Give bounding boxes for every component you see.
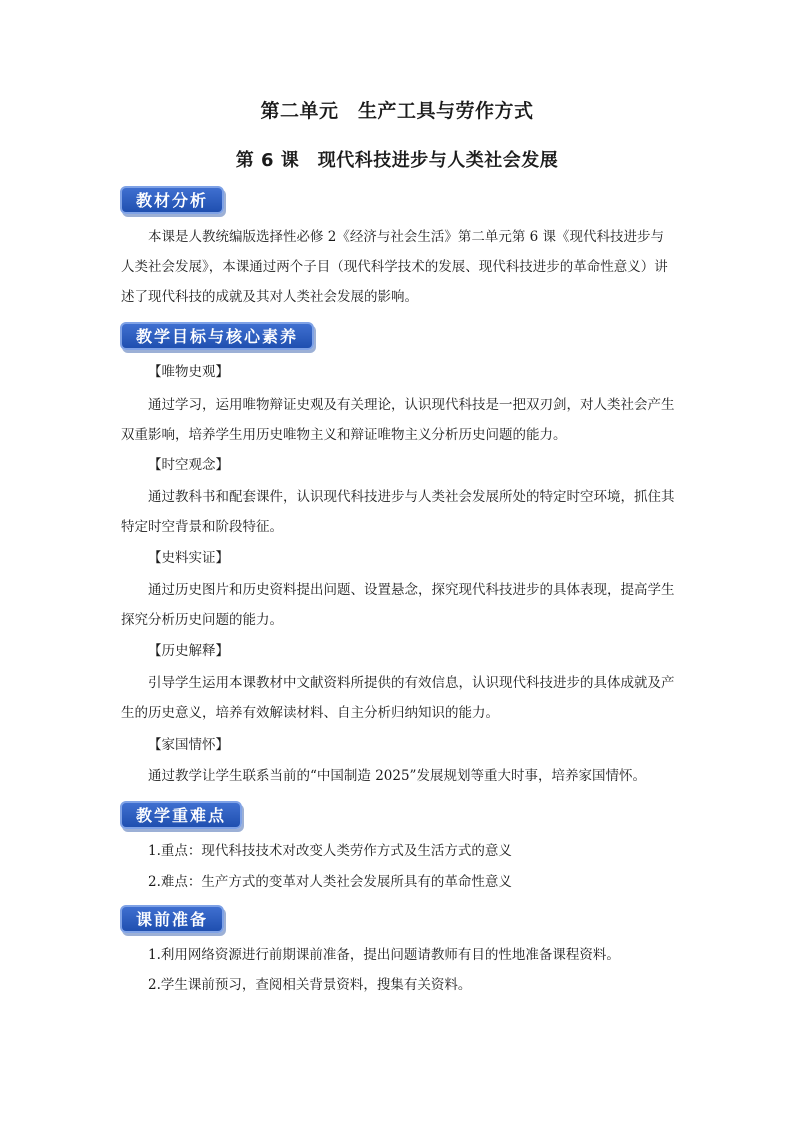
section-badge-key-points: 教学重难点 xyxy=(120,801,242,829)
goal-text-evidence: 通过历史图片和历史资料提出问题、设置悬念，探究现代科技进步的具体表现，提高学生探究分析历史问题的能力。 xyxy=(121,582,675,628)
analysis-paragraph: 本课是人教统编版选择性必修 2《经济与社会生活》第二单元第 6 课《现代科技进步与人类社会发展》，本课通过两个子目（现代科学技术的发展、现代科技进步的革命性意义）讲述了现代科技的成就及其对人类社会发展的影响。 xyxy=(121,229,668,305)
lesson-title: 第 6 课 现代科技进步与人类社会发展 xyxy=(235,150,559,171)
goal-heading-patriotism: 【家国情怀】 xyxy=(148,737,229,753)
goal-heading-time-space: 【时空观念】 xyxy=(148,457,229,473)
difficult-point-item: 2.难点：生产方式的变革对人类社会发展所具有的革命性意义 xyxy=(148,874,512,890)
preparation-item: 1.利用网络资源进行前期课前准备，提出问题请教师有目的性地准备课程资料。 xyxy=(148,947,620,963)
goal-heading-evidence: 【史料实证】 xyxy=(148,550,229,566)
unit-title: 第二单元 生产工具与劳作方式 xyxy=(260,100,534,122)
goal-text-time-space: 通过教科书和配套课件，认识现代科技进步与人类社会发展所处的特定时空环境，抓住其特定时空背景和阶段特征。 xyxy=(121,489,675,535)
preparation-item: 2.学生课前预习，查阅相关背景资料，搜集有关资料。 xyxy=(148,977,472,993)
key-point-item: 1.重点：现代科技技术对改变人类劳作方式及生活方式的意义 xyxy=(148,843,512,859)
goal-text-patriotism: 通过教学让学生联系当前的“中国制造 2025”发展规划等重大时事，培养家国情怀。 xyxy=(148,768,646,784)
goal-text-materialism: 通过学习，运用唯物辩证史观及有关理论，认识现代科技是一把双刃剑，对人类社会产生双重影响，培养学生用历史唯物主义和辩证唯物主义分析历史问题的能力。 xyxy=(121,397,675,443)
section-badge-preparation: 课前准备 xyxy=(120,905,224,933)
goal-heading-interpretation: 【历史解释】 xyxy=(148,643,229,659)
goal-heading-materialism: 【唯物史观】 xyxy=(148,364,229,380)
section-badge-goals: 教学目标与核心素养 xyxy=(120,322,314,350)
goal-text-interpretation: 引导学生运用本课教材中文献资料所提供的有效信息，认识现代科技进步的具体成就及产生的历史意义，培养有效解读材料、自主分析归纳知识的能力。 xyxy=(121,675,675,721)
section-badge-analysis: 教材分析 xyxy=(120,186,224,214)
